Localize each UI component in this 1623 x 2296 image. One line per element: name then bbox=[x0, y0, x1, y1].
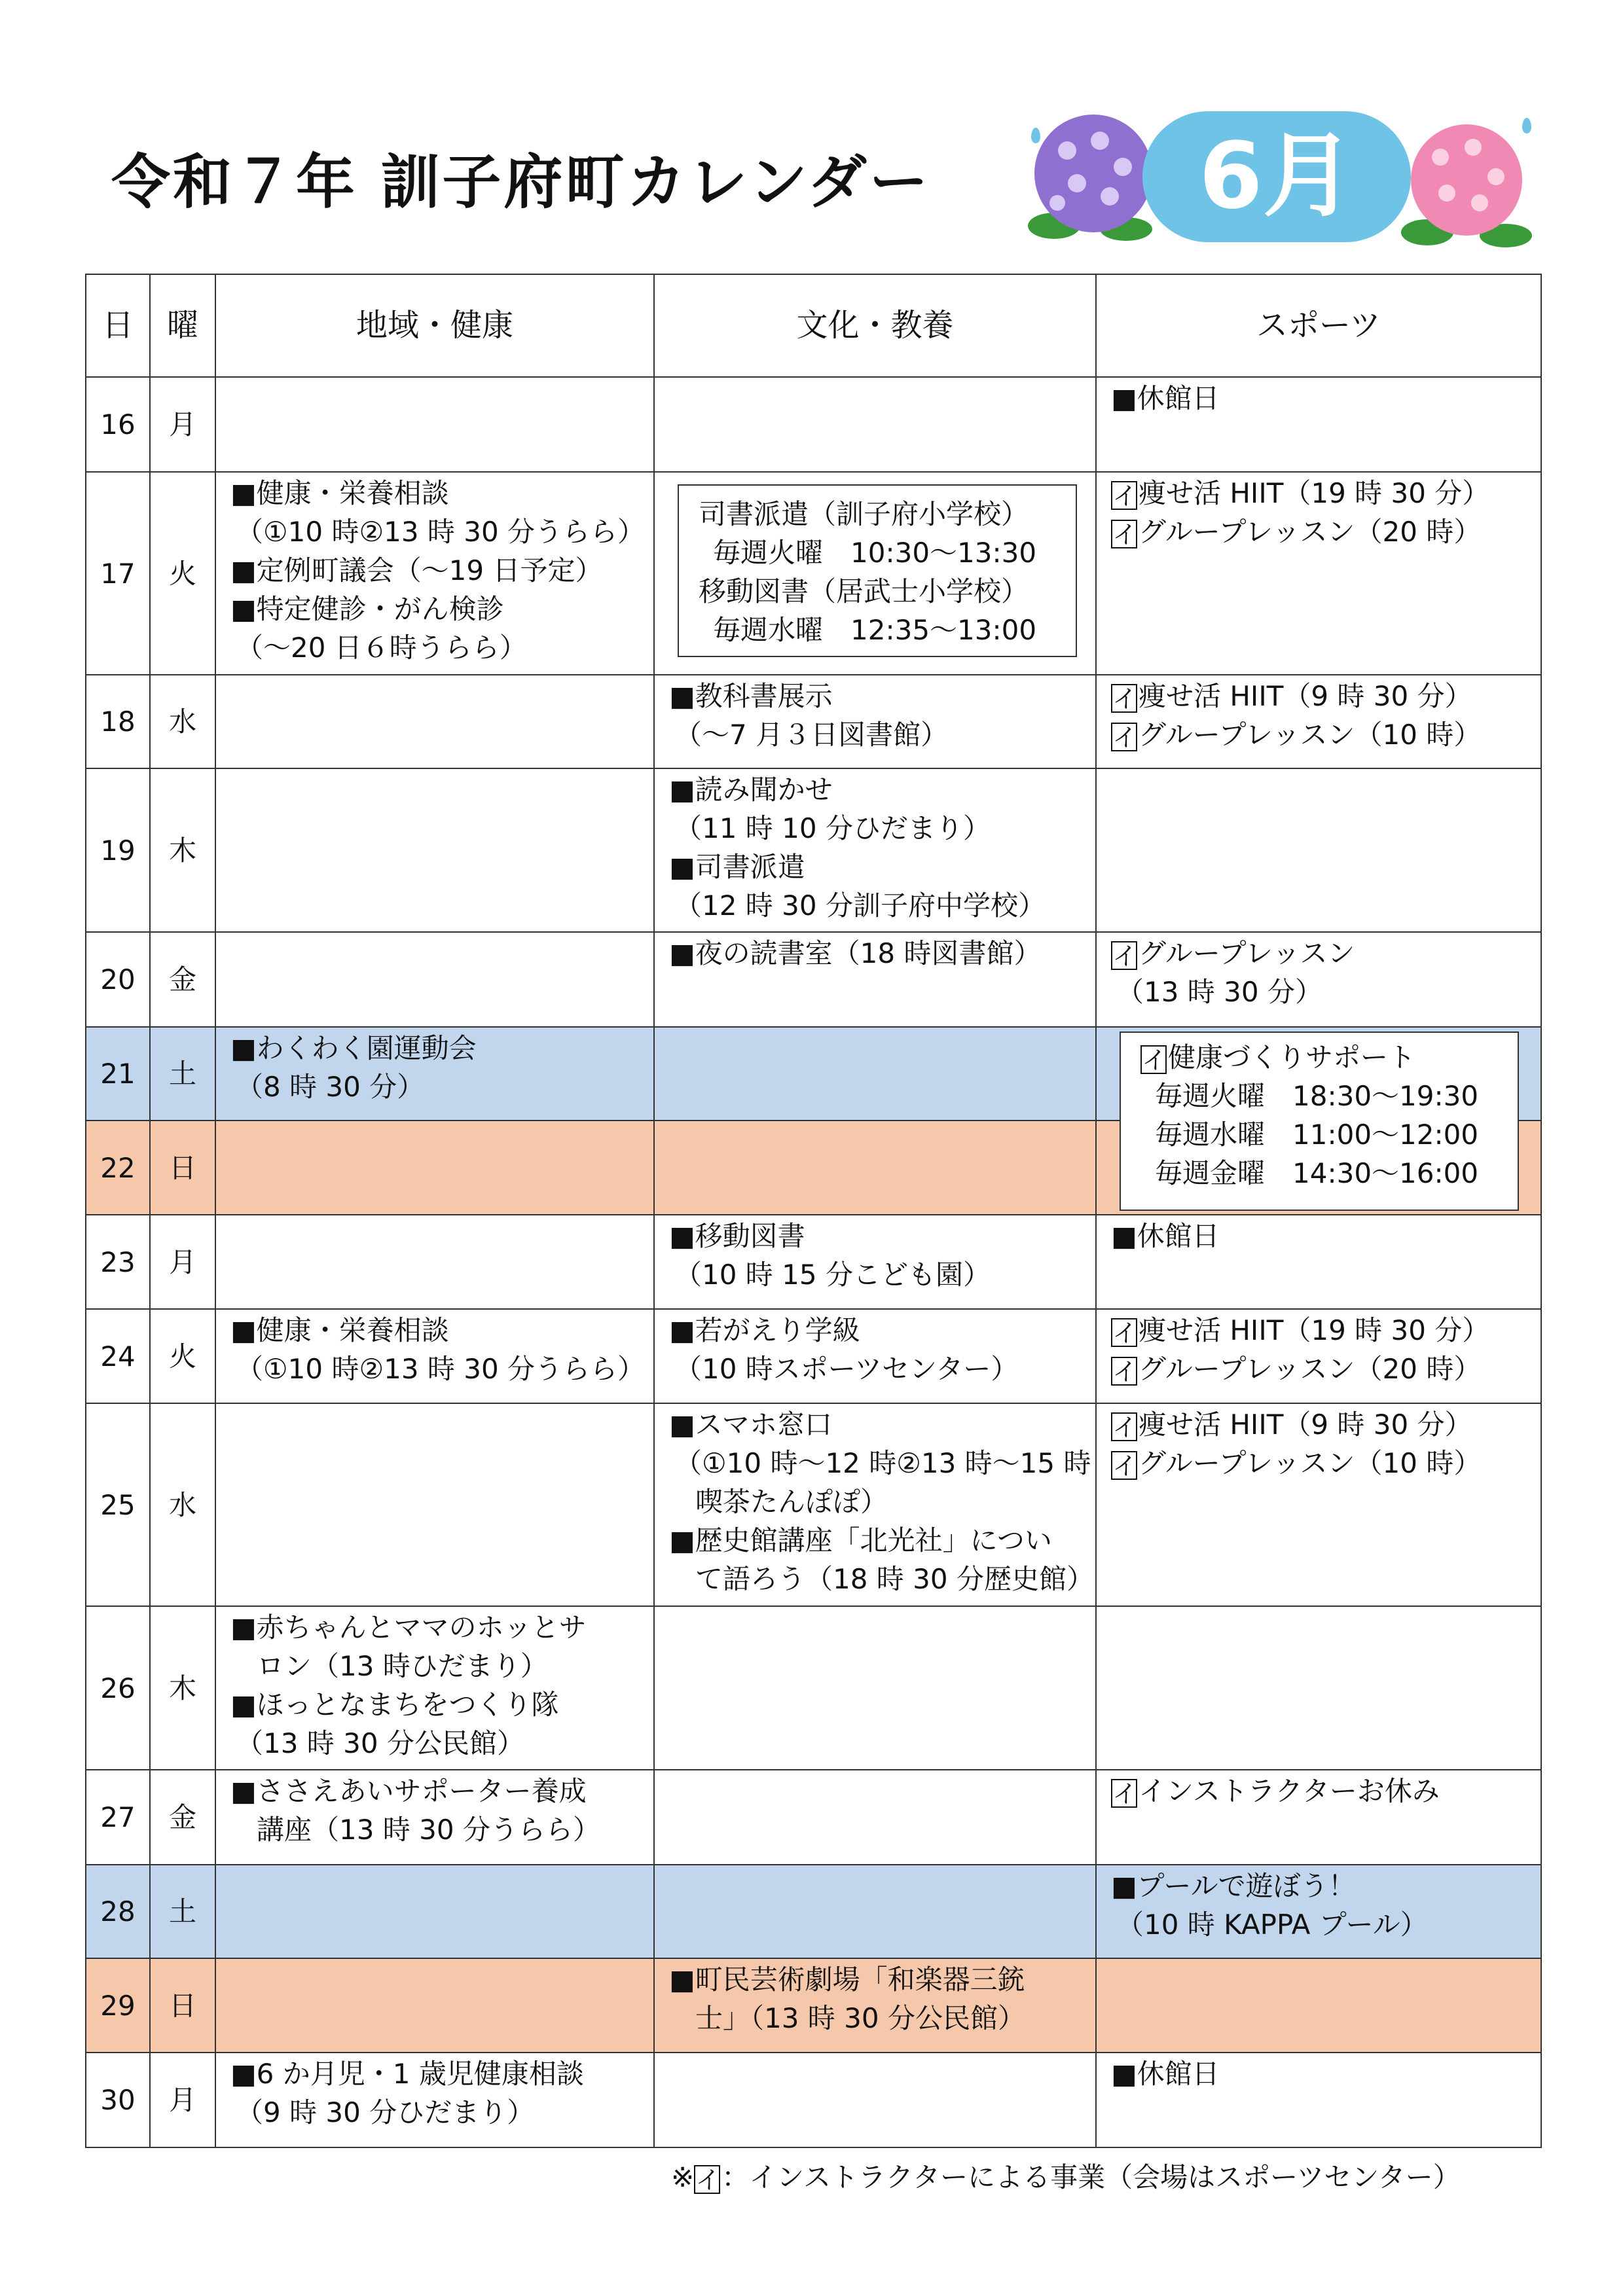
event-line: ■健康・栄養相談 bbox=[230, 1314, 449, 1346]
event-line: ■休館日 bbox=[1111, 382, 1220, 414]
event-line: ■特定健診・がん検診 bbox=[230, 593, 504, 625]
day-number: 29 bbox=[86, 1958, 150, 2053]
culture-cell bbox=[654, 1215, 1096, 1309]
culture-cell bbox=[654, 1958, 1096, 2053]
footnote-text: ：インストラクターによる事業（会場はスポーツセンター） bbox=[721, 2161, 1461, 2193]
event-line bbox=[1111, 512, 1541, 551]
day-number: 30 bbox=[86, 2053, 150, 2147]
sports-cell bbox=[1096, 1403, 1541, 1606]
day-number: 24 bbox=[86, 1309, 150, 1403]
culture-cell bbox=[654, 1865, 1096, 1958]
event-line: ■ささえあいサポーター養成 bbox=[230, 1775, 587, 1807]
event-line: （13 時 30 分） bbox=[1116, 976, 1322, 1008]
sports-cell bbox=[1096, 472, 1541, 675]
culture-cell bbox=[654, 1606, 1096, 1770]
event-line: ■若がえり学級 bbox=[669, 1314, 860, 1346]
culture-cell bbox=[654, 1027, 1096, 1121]
event-line: （～20 日６時うらら） bbox=[236, 632, 527, 664]
box-title bbox=[1140, 1038, 1518, 1077]
calendar-row bbox=[86, 1606, 1541, 1770]
sports-cell bbox=[1096, 932, 1541, 1027]
sports-cell bbox=[1096, 1215, 1541, 1309]
event-line: （10 時スポーツセンター） bbox=[674, 1353, 1019, 1385]
box-line: 毎週火曜 10:30～13:30 bbox=[713, 537, 1037, 569]
day-of-week: 日 bbox=[150, 1121, 215, 1215]
sports-cell bbox=[1096, 2053, 1541, 2147]
calendar-row bbox=[86, 932, 1541, 1027]
header-culture: 文化・教養 bbox=[654, 274, 1096, 377]
calendar-row bbox=[86, 675, 1541, 768]
event-line: （10 時 15 分こども園） bbox=[674, 1259, 991, 1291]
community-health-cell bbox=[215, 472, 654, 675]
box-line: 移動図書（居武士小学校） bbox=[699, 575, 1029, 607]
calendar-row bbox=[86, 1865, 1541, 1958]
event-line: （13 時 30 分公民館） bbox=[236, 1727, 524, 1759]
event-text: 痩せ活 HIIT（19 時 30 分） bbox=[1139, 1314, 1490, 1346]
day-of-week: 月 bbox=[150, 2053, 215, 2147]
instructor-icon: イ bbox=[1142, 1045, 1167, 1075]
event-line: ■町民芸術劇場「和楽器三銃 bbox=[669, 1964, 1025, 1996]
event-line: ■赤ちゃんとママのホッとサ bbox=[230, 1611, 587, 1643]
culture-cell bbox=[654, 932, 1096, 1027]
box-line: 毎週金曜 14:30～16:00 bbox=[1155, 1157, 1479, 1189]
raindrop-icon bbox=[1522, 118, 1531, 134]
community-health-cell bbox=[215, 768, 654, 932]
event-text: グループレッスン bbox=[1139, 937, 1355, 969]
header-day: 日 bbox=[86, 274, 150, 377]
culture-cell bbox=[654, 768, 1096, 932]
day-of-week: 水 bbox=[150, 675, 215, 768]
library-schedule-box bbox=[678, 484, 1077, 657]
event-line bbox=[1111, 1311, 1541, 1350]
event-line: ■休館日 bbox=[1111, 2058, 1220, 2090]
box-line: 毎週火曜 18:30～19:30 bbox=[1155, 1080, 1479, 1112]
instructor-icon: イ bbox=[1112, 1779, 1138, 1808]
calendar-row bbox=[86, 377, 1541, 472]
sports-cell bbox=[1096, 1958, 1541, 2053]
day-number: 18 bbox=[86, 675, 150, 768]
event-text: 痩せ活 HIIT（9 時 30 分） bbox=[1139, 1408, 1472, 1441]
event-line bbox=[1111, 1772, 1541, 1810]
event-line: ■6 か月児・1 歳児健康相談 bbox=[230, 2058, 584, 2090]
event-line: （9 時 30 分ひだまり） bbox=[236, 2096, 535, 2128]
health-support-box bbox=[1120, 1031, 1519, 1211]
event-line: ■司書派遣 bbox=[669, 851, 805, 883]
event-text: グループレッスン（10 時） bbox=[1139, 719, 1482, 751]
event-line: （①10 時②13 時 30 分うらら） bbox=[236, 1353, 646, 1385]
day-number: 21 bbox=[86, 1027, 150, 1121]
day-number: 17 bbox=[86, 472, 150, 675]
sports-cell bbox=[1096, 1770, 1541, 1865]
community-health-cell bbox=[215, 1865, 654, 1958]
culture-cell bbox=[654, 1770, 1096, 1865]
community-health-cell bbox=[215, 1309, 654, 1403]
calendar-row bbox=[86, 1309, 1541, 1403]
event-line: ロン（13 時ひだまり） bbox=[257, 1650, 548, 1682]
calendar-row bbox=[86, 1770, 1541, 1865]
event-line: て語ろう（18 時 30 分歴史館） bbox=[695, 1563, 1094, 1595]
event-line: 士」（13 時 30 分公民館） bbox=[695, 2002, 1025, 2034]
day-number: 25 bbox=[86, 1403, 150, 1606]
instructor-icon: イ bbox=[1112, 941, 1138, 971]
event-line: （8 時 30 分） bbox=[236, 1071, 425, 1103]
footnote bbox=[671, 2156, 1461, 2195]
box-line: 毎週水曜 11:00～12:00 bbox=[1155, 1119, 1479, 1151]
raindrop-icon bbox=[1031, 128, 1040, 143]
hydrangea-pink-icon bbox=[1401, 118, 1532, 255]
event-text: グループレッスン（20 時） bbox=[1139, 516, 1482, 548]
day-of-week: 火 bbox=[150, 1309, 215, 1403]
day-number: 28 bbox=[86, 1865, 150, 1958]
box-line: 司書派遣（訓子府小学校） bbox=[699, 498, 1029, 530]
instructor-icon: イ bbox=[1112, 723, 1138, 752]
community-health-cell bbox=[215, 1770, 654, 1865]
day-number: 22 bbox=[86, 1121, 150, 1215]
calendar-row bbox=[86, 1958, 1541, 2053]
community-health-cell bbox=[215, 2053, 654, 2147]
event-line: ■ほっとなまちをつくり隊 bbox=[230, 1689, 559, 1721]
community-health-cell bbox=[215, 675, 654, 768]
event-line bbox=[1111, 474, 1541, 512]
event-text: 痩せ活 HIIT（19 時 30 分） bbox=[1139, 477, 1490, 509]
instructor-icon: イ bbox=[1112, 1412, 1138, 1442]
header-dow: 曜 bbox=[150, 274, 215, 377]
month-badge: 6月 bbox=[1142, 111, 1411, 242]
day-of-week: 木 bbox=[150, 1606, 215, 1770]
event-text: グループレッスン（10 時） bbox=[1139, 1447, 1482, 1479]
culture-cell bbox=[654, 2053, 1096, 2147]
event-line: ■教科書展示 bbox=[669, 680, 833, 712]
community-health-cell bbox=[215, 1403, 654, 1606]
instructor-icon: イ bbox=[1112, 1357, 1138, 1386]
event-line: ■定例町議会（～19 日予定） bbox=[230, 554, 603, 586]
event-line bbox=[1111, 677, 1541, 715]
event-line: （12 時 30 分訓子府中学校） bbox=[674, 889, 1046, 922]
header-community-health: 地域・健康 bbox=[215, 274, 654, 377]
calendar-row bbox=[86, 1215, 1541, 1309]
sports-cell bbox=[1096, 675, 1541, 768]
event-line bbox=[1111, 1444, 1541, 1482]
instructor-icon: イ bbox=[1112, 481, 1138, 511]
day-number: 26 bbox=[86, 1606, 150, 1770]
box-line: 毎週水曜 12:35～13:00 bbox=[713, 614, 1037, 646]
culture-cell bbox=[654, 675, 1096, 768]
instructor-icon: イ bbox=[1112, 1318, 1138, 1348]
event-line: ■移動図書 bbox=[669, 1220, 805, 1252]
culture-cell bbox=[654, 377, 1096, 472]
event-line: ■休館日 bbox=[1111, 1220, 1220, 1252]
event-line: ■読み聞かせ bbox=[669, 774, 833, 806]
day-of-week: 水 bbox=[150, 1403, 215, 1606]
calendar-row bbox=[86, 768, 1541, 932]
event-line: 講座（13 時 30 分うらら） bbox=[257, 1814, 600, 1846]
community-health-cell bbox=[215, 1027, 654, 1121]
event-line: ■スマホ窓口 bbox=[669, 1408, 832, 1441]
event-line: 喫茶たんぽぽ） bbox=[695, 1486, 888, 1518]
event-line bbox=[1111, 1405, 1541, 1444]
event-line: （11 時 10 分ひだまり） bbox=[674, 812, 991, 844]
month-badge-illustration bbox=[1028, 98, 1539, 255]
event-text: インストラクターお休み bbox=[1139, 1775, 1440, 1807]
community-health-cell bbox=[215, 1215, 654, 1309]
instructor-icon: イ bbox=[695, 2165, 721, 2195]
sports-cell bbox=[1096, 1865, 1541, 1958]
day-number: 27 bbox=[86, 1770, 150, 1865]
hydrangea-purple-icon bbox=[1028, 105, 1159, 249]
event-text: グループレッスン（20 時） bbox=[1139, 1353, 1482, 1385]
day-of-week: 月 bbox=[150, 1215, 215, 1309]
instructor-icon: イ bbox=[1112, 520, 1138, 549]
event-line: （～7 月３日図書館） bbox=[674, 719, 949, 751]
event-line bbox=[1111, 934, 1541, 973]
culture-cell bbox=[654, 1309, 1096, 1403]
sports-cell bbox=[1096, 768, 1541, 932]
day-of-week: 火 bbox=[150, 472, 215, 675]
day-of-week: 月 bbox=[150, 377, 215, 472]
day-number: 23 bbox=[86, 1215, 150, 1309]
footnote-prefix: ※ bbox=[671, 2161, 695, 2193]
event-line: （①10 時～12 時②13 時～15 時 bbox=[674, 1447, 1091, 1479]
day-of-week: 金 bbox=[150, 1770, 215, 1865]
event-text: 痩せ活 HIIT（9 時 30 分） bbox=[1139, 680, 1472, 712]
sports-cell bbox=[1096, 377, 1541, 472]
instructor-icon: イ bbox=[1112, 1451, 1138, 1480]
header-sports: スポーツ bbox=[1096, 274, 1541, 377]
community-health-cell bbox=[215, 1958, 654, 2053]
calendar-row bbox=[86, 2053, 1541, 2147]
event-line: ■歴史館講座「北光社」につい bbox=[669, 1524, 1052, 1556]
event-line: （①10 時②13 時 30 分うらら） bbox=[236, 516, 646, 548]
event-line: ■わくわく園運動会 bbox=[230, 1032, 477, 1064]
day-number: 19 bbox=[86, 768, 150, 932]
day-of-week: 土 bbox=[150, 1865, 215, 1958]
event-line bbox=[1111, 1350, 1541, 1388]
sports-cell bbox=[1096, 1606, 1541, 1770]
event-line: ■夜の読書室（18 時図書館） bbox=[669, 937, 1042, 969]
event-line bbox=[1111, 715, 1541, 754]
calendar-row bbox=[86, 1403, 1541, 1606]
header-row bbox=[86, 274, 1541, 377]
community-health-cell bbox=[215, 1606, 654, 1770]
instructor-icon: イ bbox=[1112, 684, 1138, 713]
day-of-week: 木 bbox=[150, 768, 215, 932]
community-health-cell bbox=[215, 377, 654, 472]
community-health-cell bbox=[215, 1121, 654, 1215]
sports-cell bbox=[1096, 1309, 1541, 1403]
event-line: ■プールで遊ぼう！ bbox=[1111, 1870, 1356, 1902]
health-box-title: 健康づくりサポート bbox=[1168, 1041, 1416, 1073]
day-of-week: 金 bbox=[150, 932, 215, 1027]
page-title: 令和７年 訓子府町カレンダー bbox=[111, 148, 931, 217]
culture-cell bbox=[654, 1121, 1096, 1215]
culture-cell bbox=[654, 1403, 1096, 1606]
day-number: 16 bbox=[86, 377, 150, 472]
community-health-cell bbox=[215, 932, 654, 1027]
event-line: ■健康・栄養相談 bbox=[230, 477, 449, 509]
day-of-week: 土 bbox=[150, 1027, 215, 1121]
day-number: 20 bbox=[86, 932, 150, 1027]
event-line: （10 時 KAPPA プール） bbox=[1116, 1909, 1428, 1941]
day-of-week: 日 bbox=[150, 1958, 215, 2053]
